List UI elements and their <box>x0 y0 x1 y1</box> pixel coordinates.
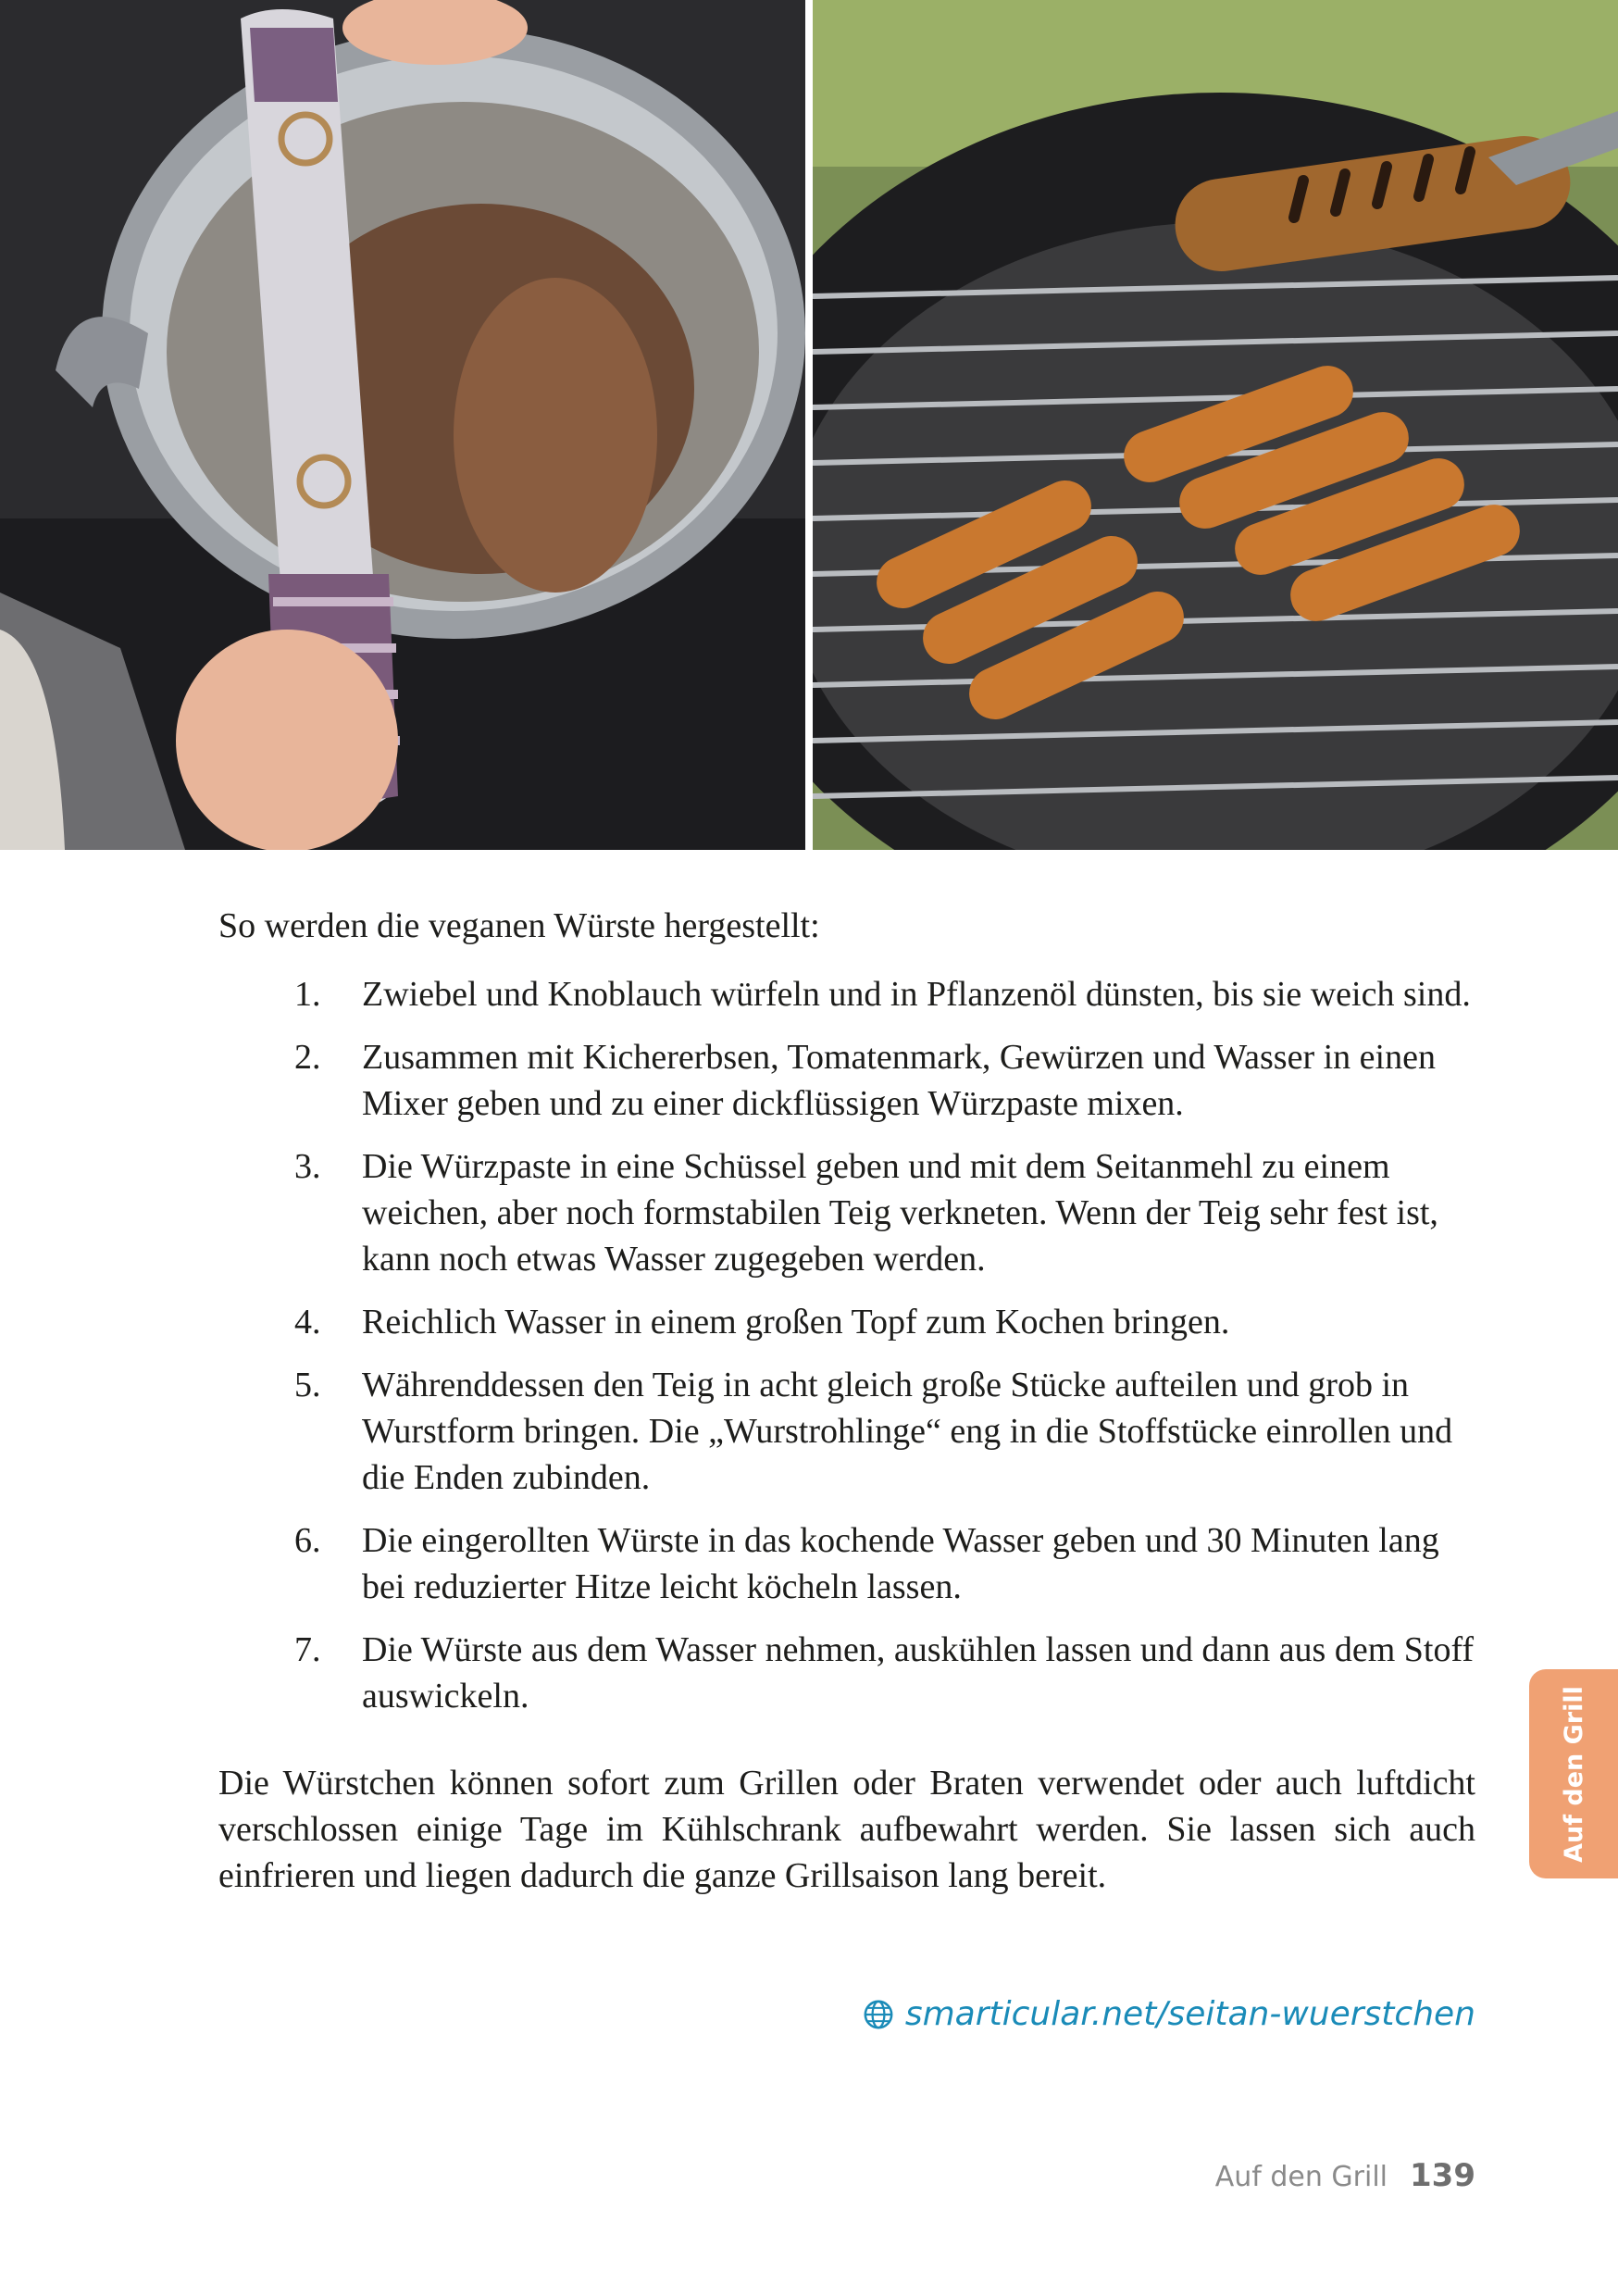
recipe-body <box>218 903 1475 1934</box>
step-number: 2. <box>294 1038 321 1077</box>
chapter-tab-label: Auf den Grill <box>1559 1685 1588 1863</box>
step-number: 3. <box>294 1147 321 1186</box>
step-item <box>218 1034 1475 1127</box>
page-number: 139 <box>1410 2157 1475 2194</box>
photo-grill-sausages <box>813 0 1618 850</box>
step-number: 5. <box>294 1366 321 1404</box>
step-text: Zwiebel und Knoblauch würfeln und in Pflanzenöl dünsten, bis sie weich sind. <box>362 975 1471 1014</box>
web-link-text: smarticular.net/seitan-wuerstchen <box>904 1995 1475 2033</box>
web-link[interactable] <box>863 1995 1475 2033</box>
page-footer <box>1215 2157 1475 2194</box>
step-text: Die Würste aus dem Wasser nehmen, auskühlen lassen und dann aus dem Stoff auswickeln. <box>362 1630 1475 1716</box>
globe-icon <box>863 1999 894 2030</box>
step-number: 6. <box>294 1521 321 1560</box>
step-item <box>218 1299 1475 1345</box>
step-item <box>218 1362 1475 1501</box>
step-number: 1. <box>294 975 321 1014</box>
step-item <box>218 1627 1475 1719</box>
step-text: Währenddessen den Teig in acht gleich große Stücke aufteilen und grob in Wurstform bringen. Die „Wurstrohlinge“ eng in die Stoffstücke einrollen und die Enden zubinden. <box>362 1366 1453 1497</box>
step-item <box>218 1143 1475 1282</box>
footer-section-title: Auf den Grill <box>1214 2161 1388 2193</box>
step-number: 7. <box>294 1630 321 1669</box>
step-item <box>218 1517 1475 1610</box>
step-text: Zusammen mit Kichererbsen, Tomatenmark, Gewürzen und Wasser in einen Mixer geben und zu einer dickflüssigen Würzpaste mixen. <box>362 1038 1436 1123</box>
steps-list <box>218 971 1475 1719</box>
closing-paragraph: Die Würstchen können sofort zum Grillen oder Braten verwendet oder auch luftdicht verschlossen einige Tage im Kühlschrank aufbewahrt werden. Sie lassen sich auch einfrieren und liegen dadurch die ganze Grillsaison lang bereit. <box>218 1764 1475 1895</box>
step-item <box>218 971 1475 1017</box>
photo-boiling-pot <box>0 0 805 850</box>
step-text: Die eingerollten Würste in das kochende Wasser geben und 30 Minuten lang bei reduzierter Hitze leicht köcheln lassen. <box>362 1521 1439 1606</box>
step-text: Reichlich Wasser in einem großen Topf zum Kochen bringen. <box>362 1303 1230 1341</box>
step-number: 4. <box>294 1303 321 1341</box>
intro-text: So werden die veganen Würste hergestellt: <box>218 906 820 945</box>
chapter-tab <box>1529 1669 1618 1878</box>
step-text: Die Würzpaste in eine Schüssel geben und mit dem Seitanmehl zu einem weichen, aber noch formstabilen Teig verkneten. Wenn der Teig sehr fest ist, kann noch etwas Wasser zugegeben werden. <box>362 1147 1438 1279</box>
